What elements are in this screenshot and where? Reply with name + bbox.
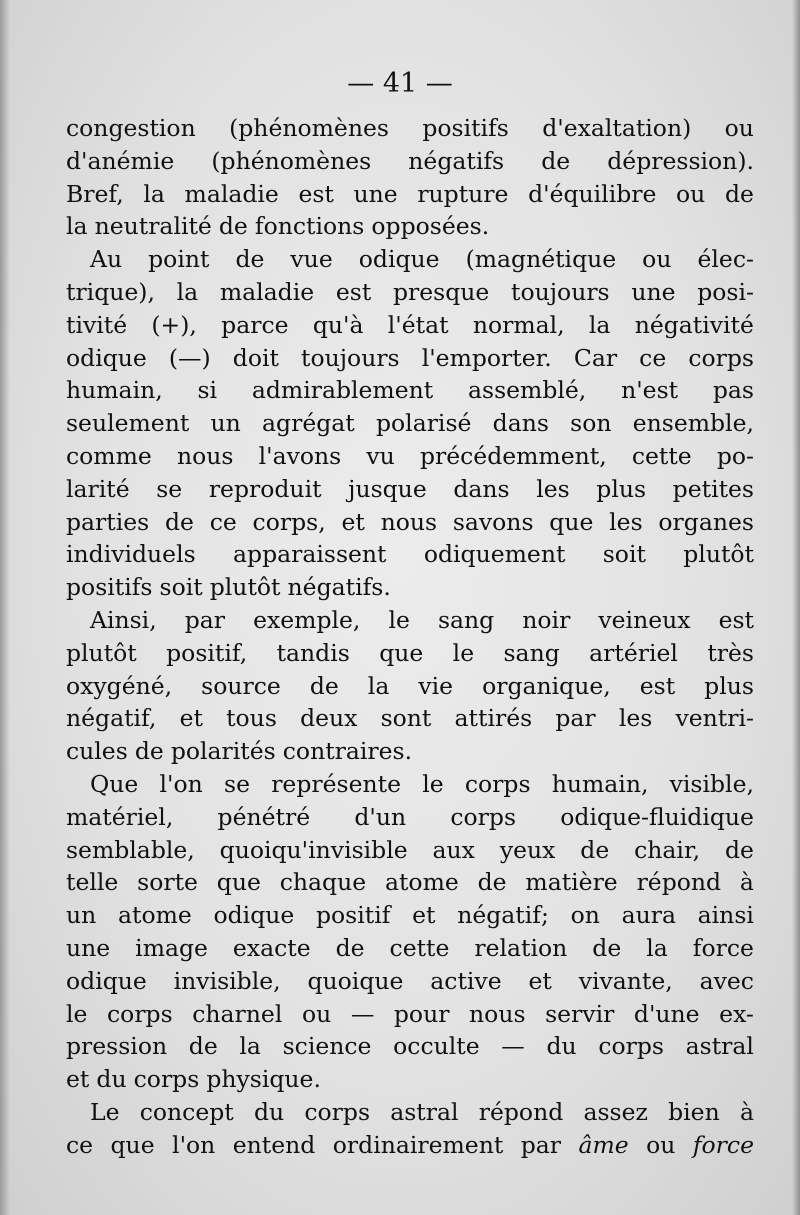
text-line: larité se reproduit jusque dans les plus petites — [66, 474, 754, 503]
text-line: d'anémie (phénomènes négatifs de dépression). — [66, 146, 754, 175]
text-line: le corps charnel ou — pour nous servir d'une ex- — [66, 999, 754, 1028]
text-line: Que l'on se représente le corps humain, visible, — [90, 769, 754, 798]
text-line: telle sorte que chaque atome de matière répond à — [66, 868, 754, 897]
text-line: seulement un agrégat polarisé dans son ensemble, — [66, 409, 754, 438]
text-line: matériel, pénétré d'un corps odique-fluidique — [66, 802, 754, 831]
text-line: Le concept du corps astral répond assez bien à — [90, 1097, 754, 1126]
text-line: odique (—) doit toujours l'emporter. Car ce corps — [66, 343, 754, 372]
text-line: congestion (phénomènes positifs d'exaltation) ou — [66, 114, 754, 142]
text-line: une image exacte de cette relation de la force — [66, 933, 754, 962]
page-edge-shadow-right — [792, 0, 800, 1215]
text-line: cules de polarités contraires. — [66, 737, 413, 766]
text-line: parties de ce corps, et nous savons que les organes — [66, 507, 754, 536]
text-line: humain, si admirablement assemblé, n'est pas — [66, 376, 754, 405]
text-line: ce que l'on entend ordinairement par âme ou force — [66, 1130, 754, 1159]
text-line: odique invisible, quoique active et vivante, avec — [66, 966, 754, 995]
text-line: la neutralité de fonctions opposées. — [66, 212, 490, 241]
text-line: Bref, la maladie est une rupture d'équilibre ou de — [66, 179, 754, 208]
text-line: individuels apparaissent odiquement soit plutôt — [66, 540, 754, 569]
body-text — [66, 112, 754, 1162]
text-line: positifs soit plutôt négatifs. — [66, 573, 391, 602]
text-line: un atome odique positif et négatif; on aura ainsi — [66, 901, 754, 930]
text-line: oxygéné, source de la vie organique, est plus — [66, 671, 754, 700]
text-line: semblable, quoiqu'invisible aux yeux de chair, de — [66, 835, 754, 864]
text-line: Ainsi, par exemple, le sang noir veineux est — [90, 605, 754, 634]
text-line: tivité (+), parce qu'à l'état normal, la négativité — [66, 310, 754, 339]
text-line: négatif, et tous deux sont attirés par les ventri- — [66, 704, 754, 733]
text-line: trique), la maladie est presque toujours une posi- — [66, 277, 754, 306]
text-line: et du corps physique. — [66, 1065, 321, 1094]
page-number: — 41 — — [347, 68, 453, 99]
page-edge-shadow-left — [0, 0, 10, 1215]
text-line: comme nous l'avons vu précédemment, cette po- — [66, 441, 754, 470]
text-line: plutôt positif, tandis que le sang artériel très — [66, 638, 754, 667]
text-line: Au point de vue odique (magnétique ou élec- — [90, 245, 754, 274]
text-line: pression de la science occulte — du corps astral — [66, 1032, 754, 1061]
